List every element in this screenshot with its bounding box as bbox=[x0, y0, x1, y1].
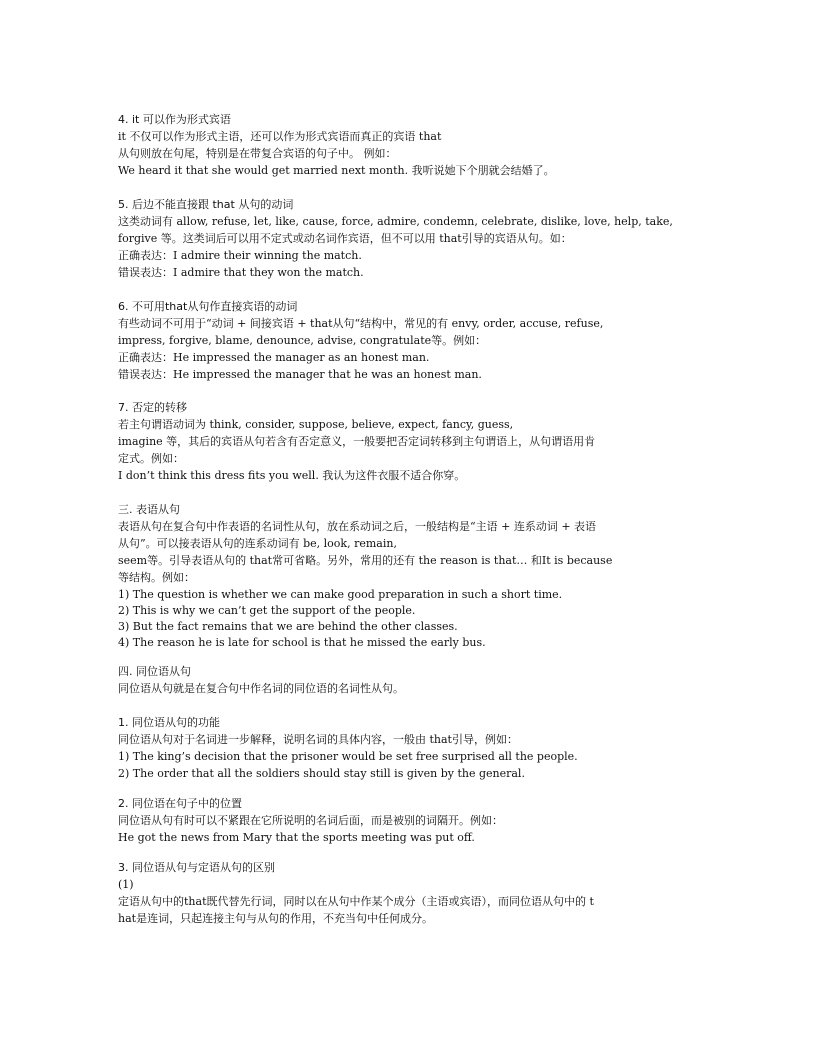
text-line: 这类动词有 allow, refuse, let, like, cause, force, admire, condemn, celebrate, dislike, love, help, take, bbox=[118, 215, 673, 228]
text-line: (1) bbox=[118, 878, 134, 891]
text-line: 同位语从句对于名词进一步解释，说明名词的具体内容，一般由 that引导，例如： bbox=[118, 733, 518, 746]
heading-no-that-verbs: 5. 后边不能直接跟 that 从句的动词 bbox=[118, 198, 294, 211]
text-line: 表语从句在复合句中作表语的名词性从句，放在系动词之后，一般结构是“主语 + 连系动词 + 表语 bbox=[118, 520, 597, 533]
text-line: 定式。例如： bbox=[118, 452, 184, 465]
example-line: 错误表达：He impressed the manager that he was an honest man. bbox=[118, 368, 482, 381]
example-line: I don’t think this dress fits you well. 我认为这件衣服不适合你穿。 bbox=[118, 469, 466, 482]
example-line: 4) The reason he is late for school is that he missed the early bus. bbox=[118, 636, 486, 649]
text-line: seem等。引导表语从句的 that常可省略。另外，常用的还有 the reason is that… 和It is because bbox=[118, 554, 613, 567]
text-line: hat是连词，只起连接主句与从句的作用，不充当句中任何成分。 bbox=[118, 912, 434, 925]
heading-appositive-function: 1. 同位语从句的功能 bbox=[118, 716, 220, 729]
text-line: 有些动词不可用于“动词 + 间接宾语 + that从句“结构中，常见的有 envy, order, accuse, refuse, bbox=[118, 317, 604, 330]
example-line: He got the news from Mary that the sports meeting was put off. bbox=[118, 831, 475, 844]
heading-appositive-position: 2. 同位语在句子中的位置 bbox=[118, 797, 242, 810]
example-line: 3) But the fact remains that we are behind the other classes. bbox=[118, 620, 458, 633]
heading-formal-object: 4. it 可以作为形式宾语 bbox=[118, 113, 231, 126]
heading-direct-object-verbs: 6. 不可用that从句作直接宾语的动词 bbox=[118, 300, 298, 313]
text-line: 同位语从句有时可以不紧跟在它所说明的名词后面，而是被别的词隔开。例如： bbox=[118, 814, 503, 827]
heading-appositive-clause: 四. 同位语从句 bbox=[118, 665, 191, 678]
example-line: 1) The question is whether we can make good preparation in such a short time. bbox=[118, 588, 563, 601]
heading-negation-transfer: 7. 否定的转移 bbox=[118, 401, 187, 414]
text-line: 从句”。可以接表语从句的连系动词有 be, look, remain, bbox=[118, 537, 397, 550]
example-line: 正确表达：He impressed the manager as an honest man. bbox=[118, 351, 430, 364]
example-line: 错误表达：I admire that they won the match. bbox=[118, 266, 364, 279]
text-line: 同位语从句就是在复合句中作名词的同位语的名词性从句。 bbox=[118, 682, 404, 695]
text-line: 从句则放在句尾，特别是在带复合宾语的句子中。 例如： bbox=[118, 147, 397, 160]
example-line: 正确表达：I admire their winning the match. bbox=[118, 249, 362, 262]
text-line: 若主句谓语动词为 think, consider, suppose, believe, expect, fancy, guess, bbox=[118, 418, 514, 431]
text-line: forgive 等。这类词后可以用不定式或动名词作宾语，但不可以用 that引导的宾语从句。如： bbox=[118, 232, 572, 245]
text-line: it 不仅可以作为形式主语，还可以作为形式宾语而真正的宾语 that bbox=[118, 130, 442, 143]
text-line: 定语从句中的that既代替先行词，同时以在从句中作某个成分（主语或宾语），而同位语从句中的 t bbox=[118, 895, 594, 908]
heading-predicative-clause: 三. 表语从句 bbox=[118, 503, 180, 516]
example-line: 2) This is why we can’t get the support of the people. bbox=[118, 604, 416, 617]
text-line: impress, forgive, blame, denounce, advise, congratulate等。例如： bbox=[118, 334, 487, 347]
text-line: imagine 等，其后的宾语从句若含有否定意义，一般要把否定词转移到主句谓语上，从句谓语用肯 bbox=[118, 435, 596, 448]
example-line: 1) The king’s decision that the prisoner would be set free surprised all the people. bbox=[118, 750, 578, 763]
heading-appositive-vs-attributive: 3. 同位语从句与定语从句的区别 bbox=[118, 861, 275, 874]
example-line: We heard it that she would get married next month. 我听说她下个朋就会结婚了。 bbox=[118, 164, 555, 177]
example-line: 2) The order that all the soldiers should stay still is given by the general. bbox=[118, 767, 525, 780]
text-line: 等结构。例如： bbox=[118, 571, 195, 584]
